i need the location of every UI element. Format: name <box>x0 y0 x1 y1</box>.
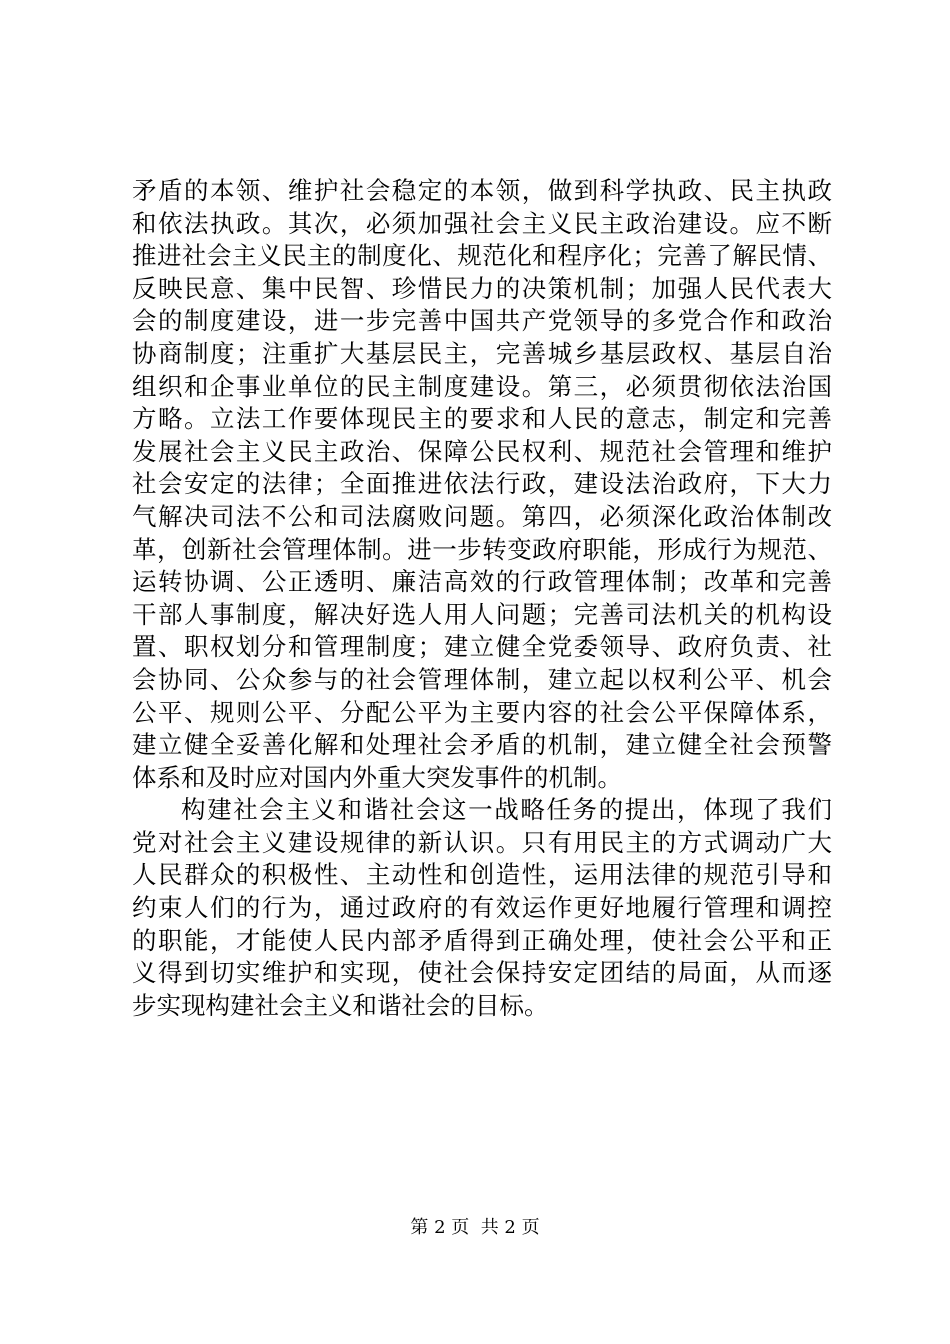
text-line: 方略。立法工作要体现民主的要求和人民的意志，制定和完善 <box>132 404 832 434</box>
text-line: 的职能，才能使人民内部矛盾得到正确处理，使社会公平和正 <box>132 925 832 955</box>
text-line: 公平、规则公平、分配公平为主要内容的社会公平保障体系， <box>132 697 832 727</box>
text-line: 运转协调、公正透明、廉洁高效的行政管理体制；改革和完善 <box>132 567 832 597</box>
text-line: 会的制度建设，进一步完善中国共产党领导的多党合作和政治 <box>132 306 832 336</box>
text-line: 步实现构建社会主义和谐社会的目标。 <box>132 990 549 1020</box>
text-line: 置、职权划分和管理制度；建立健全党委领导、政府负责、社 <box>132 632 832 662</box>
text-line: 建立健全妥善化解和处理社会矛盾的机制，建立健全社会预警 <box>132 730 832 760</box>
text-line: 矛盾的本领、维护社会稳定的本领，做到科学执政、民主执政 <box>132 176 832 205</box>
text-line: 体系和及时应对国内外重大突发事件的机制。 <box>132 762 622 792</box>
text-line: 组织和企事业单位的民主制度建设。第三，必须贯彻依法治国 <box>132 371 832 401</box>
document-body <box>132 175 832 1022</box>
text-line: 社会安定的法律；全面推进依法行政，建设法治政府，下大力 <box>132 469 832 499</box>
text-line: 义得到切实维护和实现，使社会保持安定团结的局面，从而逐 <box>132 958 832 988</box>
text-line: 气解决司法不公和司法腐败问题。第四，必须深化政治体制改 <box>132 501 832 531</box>
text-line: 协商制度；注重扩大基层民主，完善城乡基层政权、基层自治 <box>132 338 832 368</box>
text-line: 干部人事制度，解决好选人用人问题；完善司法机关的机构设 <box>132 599 832 629</box>
text-line: 和依法执政。其次，必须加强社会主义民主政治建设。应不断 <box>132 208 832 238</box>
text-line: 推进社会主义民主的制度化、规范化和程序化；完善了解民情、 <box>132 241 832 271</box>
text-line: 约束人们的行为，通过政府的有效运作更好地履行管理和调控 <box>132 893 832 923</box>
text-line: 党对社会主义建设规律的新认识。只有用民主的方式调动广大 <box>132 827 832 857</box>
text-line: 反映民意、集中民智、珍惜民力的决策机制；加强人民代表大 <box>132 273 832 303</box>
text-line: 革，创新社会管理体制。进一步转变政府职能，形成行为规范、 <box>132 534 832 564</box>
page-number-footer: 第 2 页 共 2 页 <box>410 1217 540 1238</box>
paragraph-first-line: 构建社会主义和谐社会这一战略任务的提出，体现了我们 <box>181 795 832 825</box>
text-line: 会协同、公众参与的社会管理体制，建立起以权利公平、机会 <box>132 664 832 694</box>
text-line: 发展社会主义民主政治、保障公民权利、规范社会管理和维护 <box>132 436 832 466</box>
text-line: 人民群众的积极性、主动性和创造性，运用法律的规范引导和 <box>132 860 832 890</box>
